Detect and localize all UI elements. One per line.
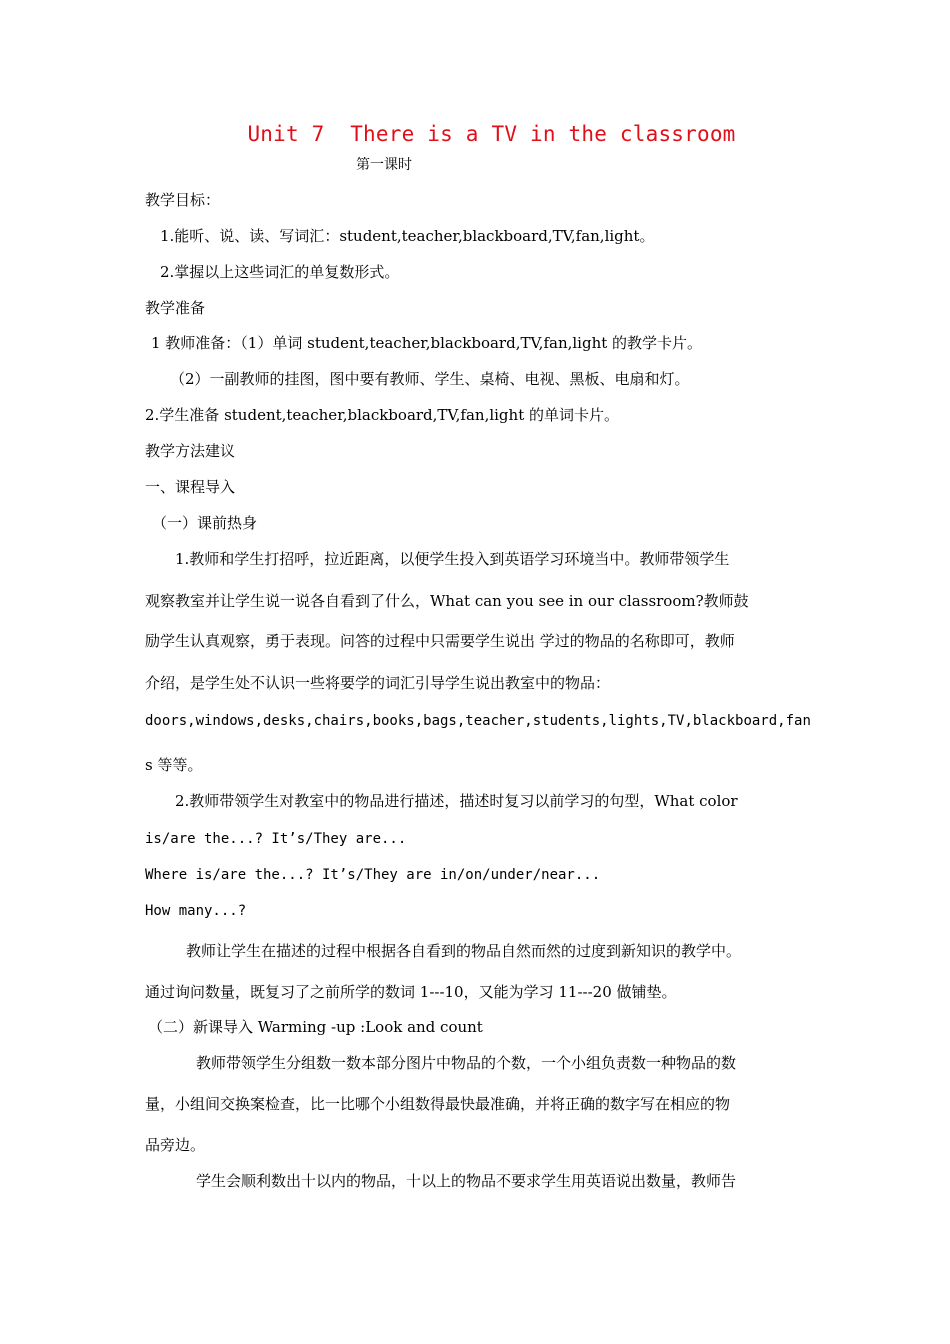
para-1-line-4: 介绍，是学生处不认识一些将要学的词汇引导学生说出教室中的物品： (145, 674, 611, 692)
para-4-line-1: 教师带领学生分组数一数本部分图片中物品的个数，一个小组负责数一种物品的数 (196, 1054, 737, 1072)
para-2-line-2: is/are the...? It’s/They are... (145, 831, 407, 847)
document-title: Unit 7 There is a TV in the classroom (247, 122, 736, 146)
para-2-line-1: 2.教师带领学生对教室中的物品进行描述，描述时复习以前学习的句型，What color (175, 792, 738, 810)
methods-heading: 教学方法建议 (145, 442, 236, 460)
goals-heading: 教学目标： (145, 191, 221, 209)
para-1-line-5: doors,windows,desks,chairs,books,bags,teacher,students,lights,TV,blackboard,fan (145, 713, 811, 729)
para-3-line-2: 通过询问数量，既复习了之前所学的数词 1---10，又能为学习 11---20 做铺垫。 (145, 983, 677, 1001)
para-5-line-1: 学生会顺利数出十以内的物品，十以上的物品不要求学生用英语说出数量，教师告 (196, 1172, 737, 1190)
subsection-2-heading: （二）新课导入 Warming -up :Look and count (148, 1018, 483, 1036)
prep-teacher-2: （2）一副教师的挂图，图中要有教师、学生、桌椅、电视、黑板、电扇和灯。 (170, 370, 690, 388)
section-1-heading: 一、课程导入 (145, 478, 236, 496)
prep-heading: 教学准备 (145, 299, 206, 317)
goal-2: 2.掌握以上这些词汇的单复数形式。 (160, 263, 400, 281)
subsection-1-heading: （一）课前热身 (152, 514, 258, 532)
prep-student: 2.学生准备 student,teacher,blackboard,TV,fan,light 的单词卡片。 (145, 406, 619, 424)
goal-1: 1.能听、说、读、写词汇：student,teacher,blackboard,TV,fan,light。 (160, 227, 655, 245)
para-4-line-3: 品旁边。 (145, 1136, 206, 1154)
para-4-line-2: 量，小组间交换案检查，比一比哪个小组数得最快最准确，并将正确的数字写在相应的物 (145, 1095, 731, 1113)
para-3-line-1: 教师让学生在描述的过程中根据各自看到的物品自然而然的过度到新知识的教学中。 (186, 942, 742, 960)
para-2-line-3: Where is/are the...? It’s/They are in/on/under/near... (145, 867, 601, 883)
prep-teacher-1: 1 教师准备：（1）单词 student,teacher,blackboard,TV,fan,light 的教学卡片。 (151, 334, 703, 352)
para-1-line-2: 观察教室并让学生说一说各自看到了什么，What can you see in our classroom?教师鼓 (145, 592, 749, 610)
para-1-line-1: 1.教师和学生打招呼，拉近距离，以便学生投入到英语学习环境当中。教师带领学生 (175, 550, 730, 568)
para-2-line-4: How many...? (145, 903, 247, 919)
lesson-period: 第一课时 (356, 157, 412, 173)
para-1-line-3: 励学生认真观察，勇于表现。问答的过程中只需要学生说出 学过的物品的名称即可，教师 (145, 632, 735, 650)
para-1-line-6: s 等等。 (145, 756, 203, 774)
